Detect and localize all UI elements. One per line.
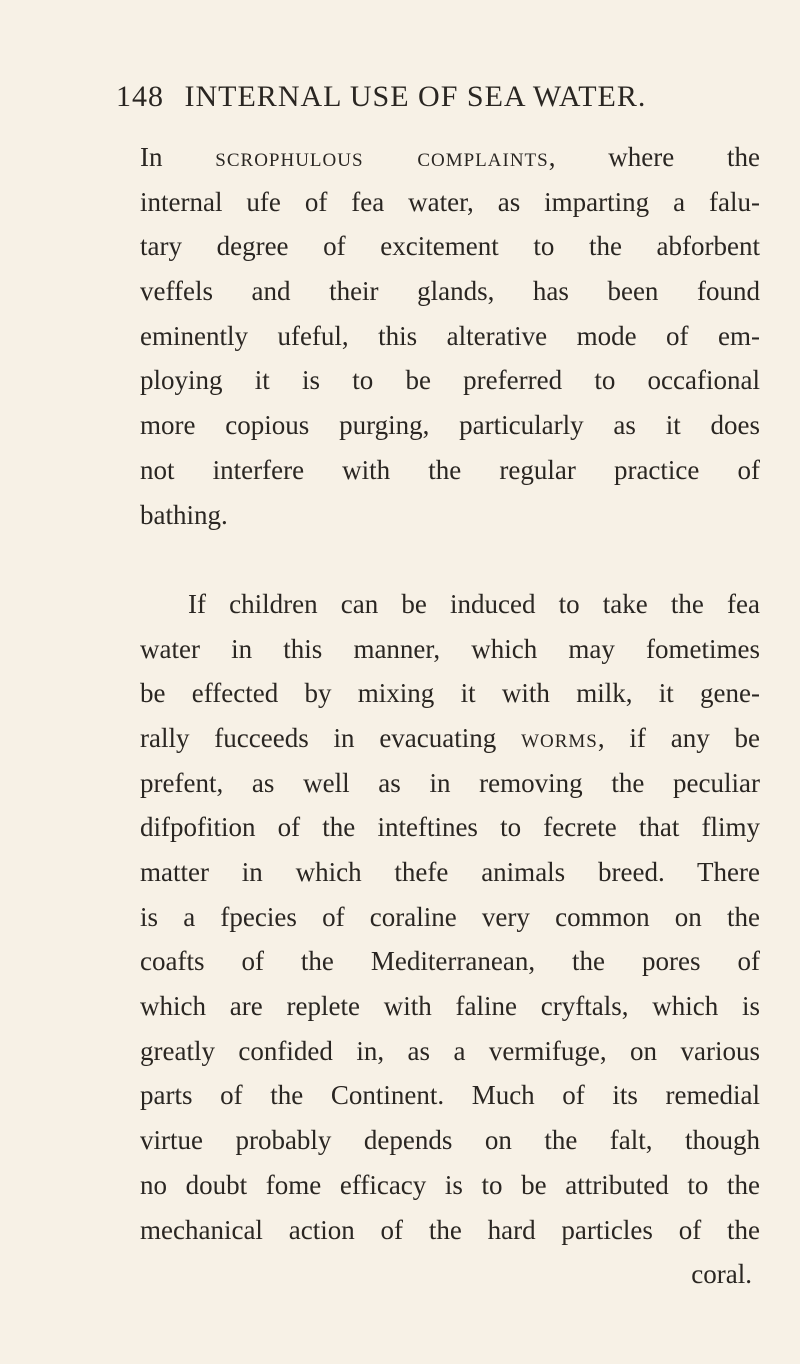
text-line: more copious purging, particularly as it does (140, 410, 760, 441)
text-line: parts of the Continent. Much of its remedial (140, 1080, 760, 1111)
page-header (116, 80, 646, 114)
body-text (140, 135, 760, 1297)
text-line: no doubt fome efficacy is to be attributed to the (140, 1169, 760, 1200)
paragraph (140, 135, 760, 537)
paragraph-gap (140, 537, 760, 582)
running-title: INTERNAL USE OF SEA WATER. (184, 80, 647, 113)
text-line: coafts of the Mediterranean, the pores of (140, 946, 760, 977)
text-line: eminently ufeful, this alterative mode of em- (140, 320, 760, 351)
text-line: veffels and their glands, has been found (140, 276, 760, 307)
text-line: mechanical action of the hard particles of the (140, 1214, 760, 1245)
text-line: rally fucceeds in evacuating worms, if any be (140, 722, 760, 753)
text-line: which are replete with faline cryftals, which is (140, 991, 760, 1022)
text-line: bathing. (140, 499, 228, 530)
paragraph (140, 582, 760, 1252)
text-line: virtue probably depends on the falt, though (140, 1125, 760, 1156)
text-line: prefent, as well as in removing the peculiar (140, 767, 760, 798)
text-line: is a fpecies of coraline very common on the (140, 901, 760, 932)
text-line: matter in which thefe animals breed. There (140, 857, 760, 887)
page-number: 148 (116, 80, 164, 113)
text-line: internal ufe of fea water, as imparting a falu- (140, 186, 760, 217)
text-line: difpofition of the inteftines to fecrete that flimy (140, 812, 760, 843)
text-line: ploying it is to be preferred to occafional (140, 365, 760, 396)
text-line: If children can be induced to take the fea (188, 588, 760, 619)
text-line: In scrophulous complaints, where the (140, 142, 760, 172)
text-line: not interfere with the regular practice of (140, 454, 760, 485)
catchword: coral. (691, 1259, 752, 1290)
text-line: greatly confided in, as a vermifuge, on various (140, 1035, 760, 1066)
text-line: be effected by mixing it with milk, it gene- (140, 678, 760, 709)
text-line: tary degree of excitement to the abforbent (140, 231, 760, 262)
text-line: water in this manner, which may fometimes (140, 633, 760, 664)
